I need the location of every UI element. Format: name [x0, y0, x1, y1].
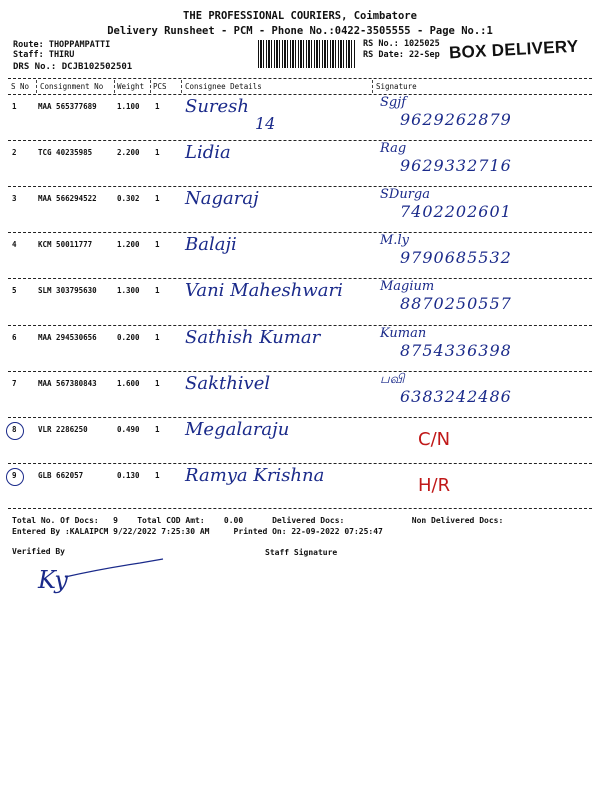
row-consignment-no: MAA 567380843: [38, 379, 97, 388]
row-signature-mark: Kuman: [380, 326, 427, 341]
row-consignment-no: KCM 50011777: [38, 240, 93, 249]
row-weight: 2.200: [117, 148, 140, 157]
row-pcs: 1: [155, 286, 160, 295]
row-sno: 7: [12, 379, 17, 388]
col-divider: [36, 80, 37, 93]
row-consignee-name: Megalaraju: [185, 419, 290, 440]
row-weight: 1.100: [117, 102, 140, 111]
row-sno: 1: [12, 102, 17, 111]
rs-number: RS No.: 1025025: [363, 39, 440, 49]
header-bottom-rule: [8, 94, 592, 95]
row-consignment-no: MAA 294530656: [38, 333, 97, 342]
row-signature-mark: பவி: [380, 372, 405, 387]
row-sno-circle: [6, 468, 24, 486]
row-pcs: 1: [155, 194, 160, 203]
row-separator: [8, 463, 592, 464]
verified-by-label: Verified By: [12, 547, 65, 556]
table-bottom-rule: [8, 508, 592, 509]
row-consignment-no: GLB 662057: [38, 471, 84, 480]
row-consignee-extra: 14: [255, 114, 276, 133]
row-sno: 6: [12, 333, 17, 342]
row-pcs: 1: [155, 471, 160, 480]
route-label: Route: THOPPAMPATTI: [13, 40, 111, 50]
row-consignee-name: Balaji: [185, 234, 237, 255]
runsheet-subtitle: Delivery Runsheet - PCM - Phone No.:0422-3505555 - Page No.:1: [107, 25, 493, 37]
row-signature-phone: 6383242486: [400, 387, 512, 406]
row-weight: 0.490: [117, 425, 140, 434]
col-divider: [114, 80, 115, 93]
row-signature-mark: Magium: [380, 279, 435, 294]
verifier-signature: Ky: [38, 566, 68, 594]
row-sno: 2: [12, 148, 17, 157]
row-signature-mark: Rag: [380, 141, 407, 156]
col-divider: [181, 80, 182, 93]
header-top-rule: [8, 78, 592, 79]
row-weight: 1.300: [117, 286, 140, 295]
row-remark: H/R: [418, 475, 451, 496]
row-signature-phone: 7402202601: [400, 202, 512, 221]
row-sno: 3: [12, 194, 17, 203]
row-signature-mark: Sgjf: [380, 95, 407, 110]
staff-label: Staff: THIRU: [13, 50, 75, 60]
row-consignee-name: Lidia: [185, 142, 231, 163]
col-divider: [372, 80, 373, 93]
rs-date: RS Date: 22-Sep: [363, 50, 440, 60]
row-separator: [8, 186, 592, 187]
row-consignee-name: Nagaraj: [185, 188, 259, 209]
row-separator: [8, 417, 592, 418]
row-consignee-name: Sakthivel: [185, 373, 271, 394]
row-signature-phone: 8754336398: [400, 341, 512, 360]
row-separator: [8, 371, 592, 372]
row-signature-phone: 8870250557: [400, 294, 512, 313]
row-consignment-no: MAA 565377689: [38, 102, 97, 111]
row-consignment-no: SLM 303795630: [38, 286, 97, 295]
row-separator: [8, 278, 592, 279]
col-header-consignment: Consignment No: [40, 82, 104, 91]
row-pcs: 1: [155, 425, 160, 434]
row-pcs: 1: [155, 148, 160, 157]
row-weight: 0.130: [117, 471, 140, 480]
row-signature-phone: 9629262879: [400, 110, 512, 129]
col-divider: [150, 80, 151, 93]
row-remark: C/N: [418, 429, 451, 450]
box-delivery-stamp: BOX DELIVERY: [447, 37, 581, 64]
staff-signature-label: Staff Signature: [265, 548, 338, 557]
row-pcs: 1: [155, 379, 160, 388]
row-sno: 8: [12, 425, 17, 434]
runsheet-title: THE PROFESSIONAL COURIERS, Coimbatore: [183, 10, 417, 22]
entered-by-line: Entered By :KALAIPCM 9/22/2022 7:25:30 AM Printed On: 22-09-2022 07:25:47: [12, 527, 383, 536]
row-signature-mark: M.ly: [380, 233, 409, 248]
row-pcs: 1: [155, 333, 160, 342]
row-sno-circle: [6, 422, 24, 440]
col-header-signature: Signature: [376, 82, 417, 91]
row-consignment-no: VLR 2286250: [38, 425, 88, 434]
row-separator: [8, 325, 592, 326]
drs-number: DRS No.: DCJB102502501: [13, 62, 133, 72]
row-sno: 4: [12, 240, 17, 249]
row-sno: 5: [12, 286, 17, 295]
row-signature-phone: 9629332716: [400, 156, 512, 175]
row-weight: 1.600: [117, 379, 140, 388]
row-consignee-name: Vani Maheshwari: [185, 280, 343, 301]
row-consignee-name: Suresh: [185, 96, 250, 117]
row-consignee-name: Ramya Krishna: [185, 465, 325, 486]
row-consignment-no: TCG 40235985: [38, 148, 93, 157]
row-signature-phone: 9790685532: [400, 248, 512, 267]
col-header-sno: S No: [11, 82, 30, 91]
verifier-stroke: [60, 555, 170, 585]
row-separator: [8, 232, 592, 233]
row-weight: 0.302: [117, 194, 140, 203]
col-header-weight: Weight: [117, 82, 145, 91]
row-sno: 9: [12, 471, 17, 480]
row-weight: 1.200: [117, 240, 140, 249]
row-signature-mark: SDurga: [380, 187, 430, 202]
row-pcs: 1: [155, 102, 160, 111]
col-header-pcs: PCS: [153, 82, 167, 91]
col-header-consignee: Consignee Details: [185, 82, 262, 91]
row-pcs: 1: [155, 240, 160, 249]
totals-line: Total No. Of Docs: 9 Total COD Amt: 0.00 Delivered Docs: Non Delivered Docs:: [12, 516, 504, 525]
barcode: [258, 40, 356, 68]
row-consignee-name: Sathish Kumar: [185, 327, 321, 348]
row-consignment-no: MAA 566294522: [38, 194, 97, 203]
row-weight: 0.200: [117, 333, 140, 342]
row-separator: [8, 140, 592, 141]
